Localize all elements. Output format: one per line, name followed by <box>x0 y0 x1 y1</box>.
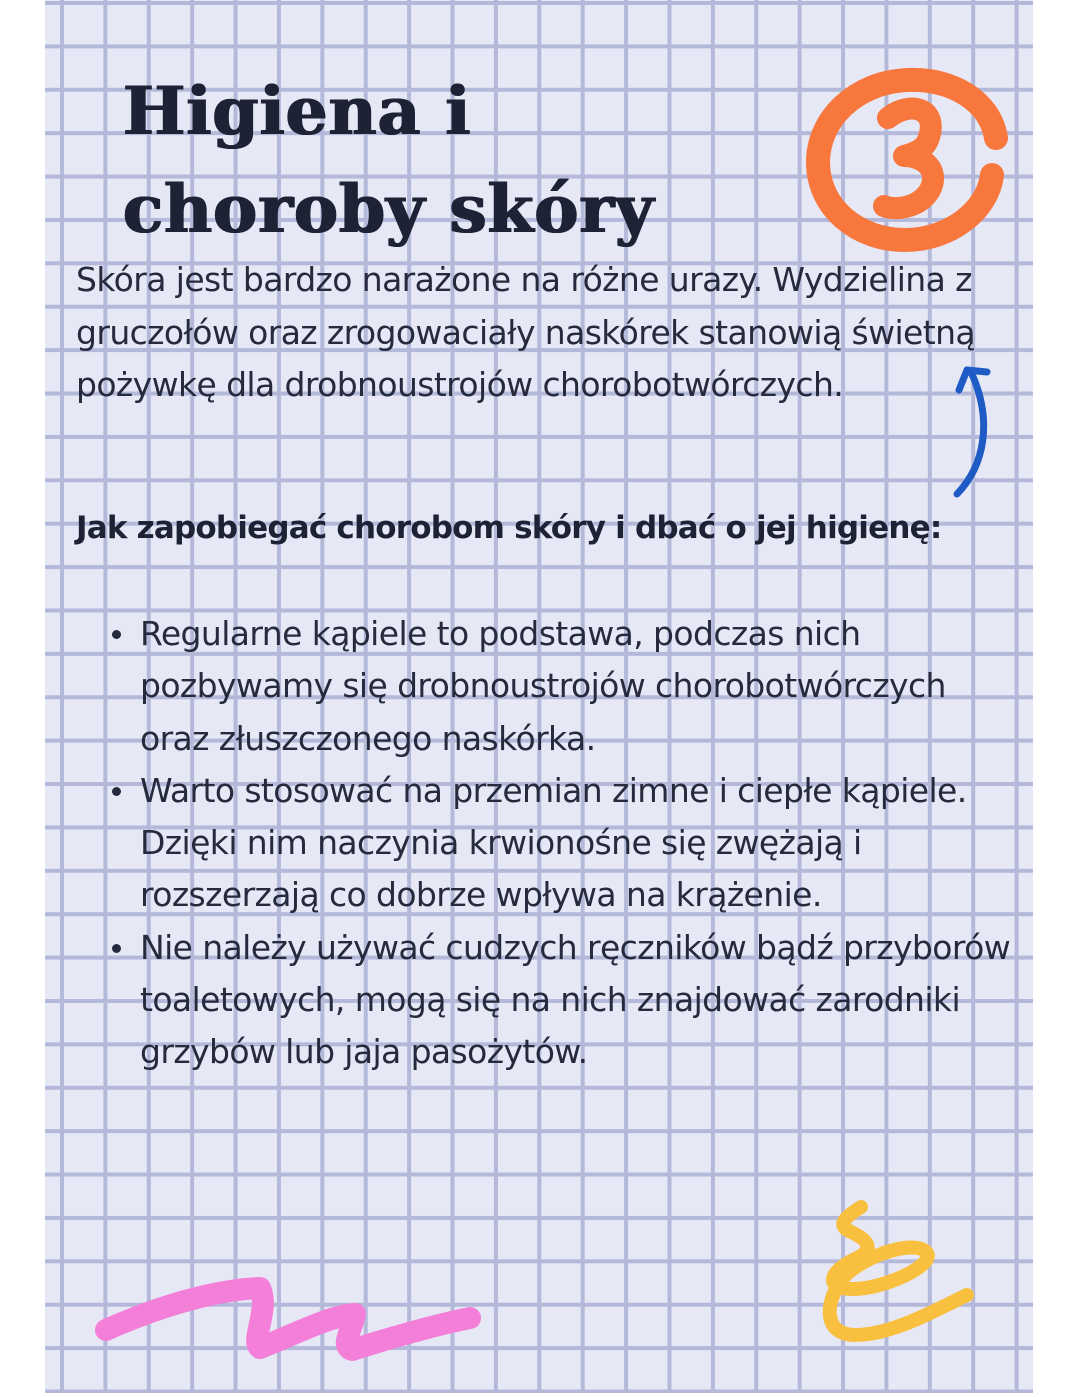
intro-paragraph: Skóra jest bardzo narażone na różne urazy. Wydzielina z gruczołów oraz zrogowaciały naskórek stanowią świetną pożywkę dla drobnoustrojów chorobotwórczych. <box>76 260 976 404</box>
page-title <box>123 62 655 258</box>
tip-text: Regularne kąpiele to podstawa, podczas nich pozbywamy się drobnoustrojów chorobotwórczych oraz złuszczonego naskórka. <box>140 614 946 758</box>
prevention-heading: Jak zapobiegać chorobom skóry i dbać o jej higienę: <box>76 510 942 546</box>
title-line-2: choroby skóry <box>123 170 655 248</box>
list-item <box>100 765 1020 922</box>
bullet-icon <box>112 630 121 639</box>
list-item <box>100 608 1020 765</box>
bullet-icon <box>112 787 121 796</box>
bullet-icon <box>112 944 121 953</box>
tip-text: Nie należy używać cudzych ręczników bądź przyborów toaletowych, mogą się na nich znajdować zarodniki grzybów lub jaja pasożytów. <box>140 927 1011 1072</box>
yellow-spiral-scribble-icon <box>815 1195 995 1380</box>
pink-zigzag-scribble-icon <box>90 1270 500 1380</box>
curved-arrow-icon <box>945 360 1005 500</box>
tips-list <box>100 608 1020 1079</box>
list-item <box>100 922 1020 1079</box>
tip-text: Warto stosować na przemian zimne i ciepłe kąpiele. Dzięki nim naczynia krwionośne się zwężają i rozszerzają co dobrze wpływa na krążenie. <box>140 770 967 915</box>
title-line-1: Higiena i <box>123 72 472 150</box>
circled-number-3-icon <box>800 70 1000 250</box>
